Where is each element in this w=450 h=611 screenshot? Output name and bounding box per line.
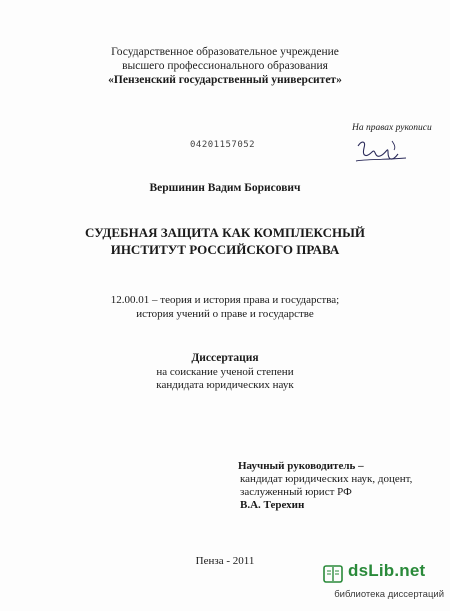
supervisor-name: В.А. Терехин — [240, 499, 305, 511]
watermark-subtitle: библиотека диссертаций — [334, 589, 444, 600]
author-name: Вершинин Вадим Борисович — [149, 182, 301, 194]
dslib-watermark — [322, 559, 444, 607]
barcode-number: 04201157052 — [190, 140, 256, 150]
supervisor-degree: кандидат юридических наук, доцент, — [240, 473, 413, 485]
watermark-brand: dsLib.net — [348, 561, 426, 580]
rights-note: На правах рукописи — [352, 123, 432, 133]
institution-line-2: высшего профессионального образования — [122, 60, 328, 72]
specialty-line-1: 12.00.01 – теория и история права и государства; — [110, 294, 340, 306]
institution-line-1: Государственное образовательное учреждение — [111, 46, 339, 58]
supervisor-title: заслуженный юрист РФ — [240, 486, 352, 498]
dissertation-line-2: кандидата юридических наук — [156, 379, 294, 391]
title-line-2: ИНСТИТУТ РОССИЙСКОГО ПРАВА — [110, 242, 340, 257]
title-line-1: СУДЕБНАЯ ЗАЩИТА КАК КОМПЛЕКСНЫЙ — [84, 225, 365, 240]
specialty-line-2: история учений о праве и государстве — [136, 308, 314, 320]
city-year: Пенза - 2011 — [195, 555, 255, 567]
handwritten-signature — [352, 132, 410, 168]
book-icon — [322, 563, 344, 585]
dissertation-heading: Диссертация — [191, 352, 259, 364]
university-name: «Пензенский государственный университет» — [108, 74, 342, 86]
dissertation-line-1: на соискание ученой степени — [156, 366, 294, 378]
supervisor-heading: Научный руководитель – — [238, 460, 364, 472]
